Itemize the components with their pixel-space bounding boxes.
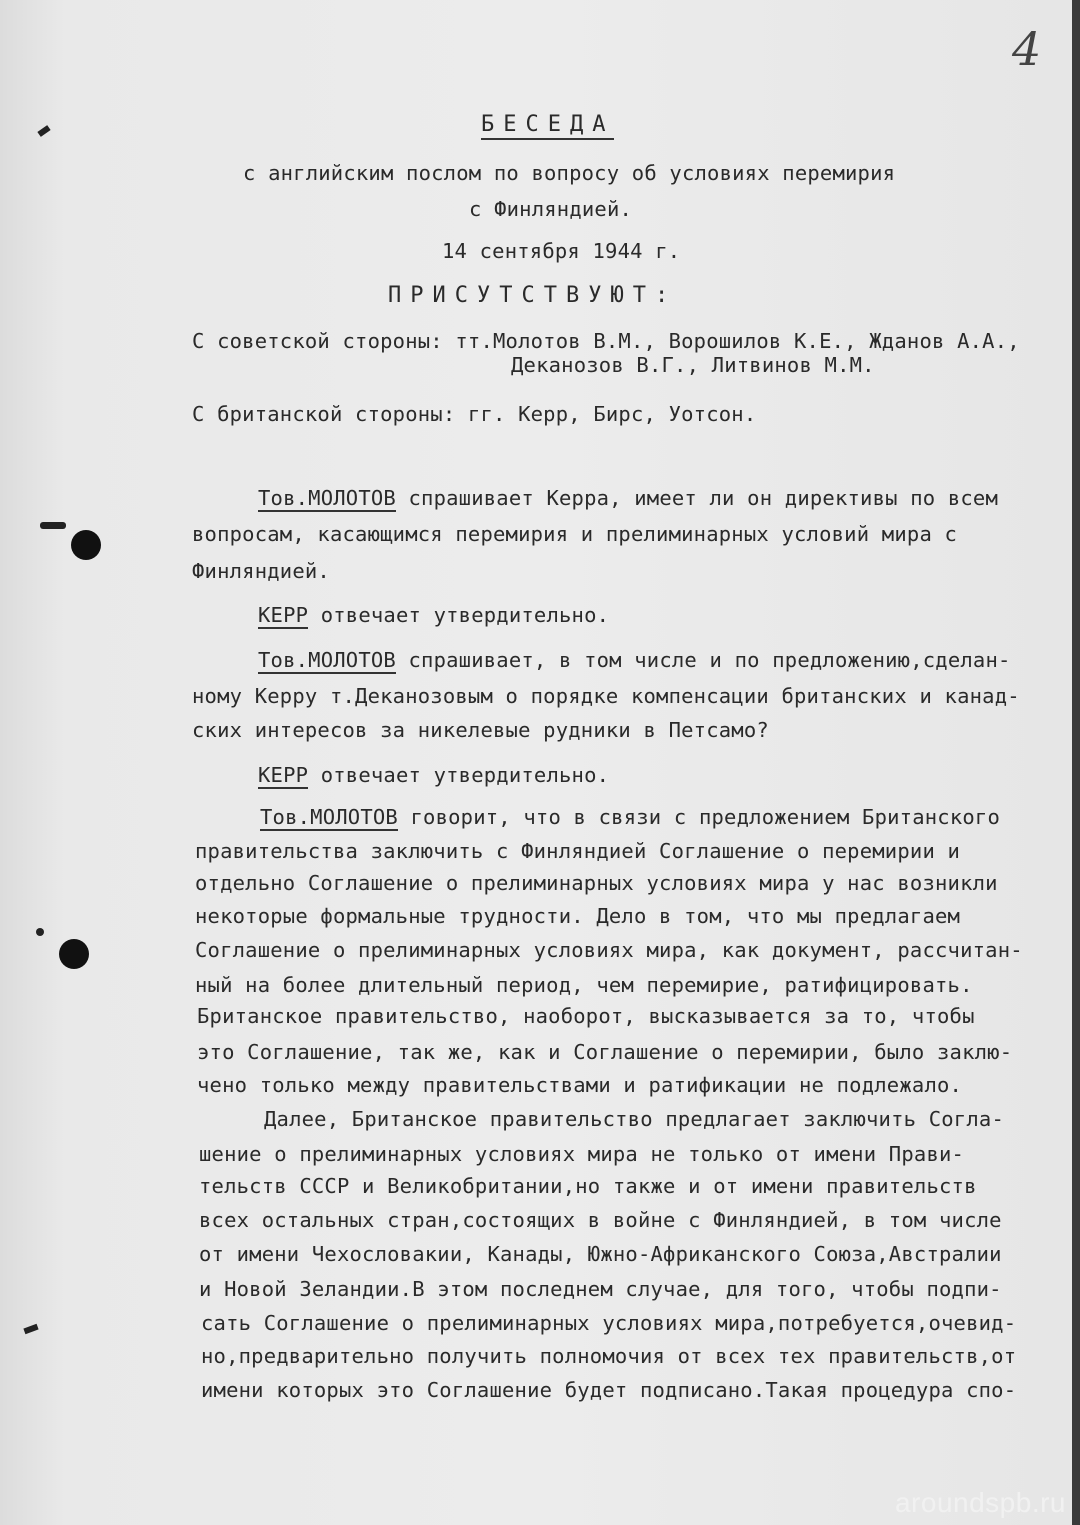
paragraph-text: спрашивает, в том числе и по предложению,сделан- — [395, 648, 1011, 672]
page-number: 4 — [1012, 22, 1042, 76]
document-title: БЕСЕДА — [481, 112, 614, 140]
present-heading: ПРИСУТСТВУЮТ: — [388, 283, 678, 308]
ink-mark — [36, 928, 44, 936]
paragraph-1-line-3: Финляндией. — [192, 559, 330, 583]
paragraph-3-line-1 — [258, 647, 1011, 673]
paragraph-2-line-1 — [258, 602, 609, 628]
paragraph-6-line-4: всех остальных стран,состоящих в войне с Финляндией, в том числе — [199, 1208, 1002, 1232]
paragraph-5-line-9: чено только между правительствами и ратификации не подлежало. — [197, 1073, 963, 1097]
paragraph-6-line-2: шение о прелиминарных условиях мира не только от имени Прави- — [199, 1142, 965, 1166]
paragraph-5-line-4: некоторые формальные трудности. Дело в том, что мы предлагаем — [195, 904, 961, 928]
paragraph-text: отвечает утвердительно. — [308, 763, 610, 787]
paragraph-text: говорит, что в связи с предложением Британского — [397, 805, 1000, 829]
subtitle-line-1: с английским послом по вопросу об условиях перемирия — [243, 161, 896, 185]
speaker-molotov: Тов.МОЛОТОВ — [258, 648, 396, 672]
paragraph-6-line-9: имени которых это Соглашение будет подписано.Такая процедура спо- — [201, 1378, 1017, 1402]
paragraph-1-line-2: вопросам, касающимся перемирия и прелиминарных условий мира с — [192, 522, 958, 546]
paragraph-6-line-1: Далее, Британское правительство предлагает заключить Согла- — [264, 1107, 1004, 1131]
paragraph-5-line-1 — [260, 804, 1000, 830]
paragraph-5-line-3: отдельно Соглашение о прелиминарных условиях мира у нас возникли — [195, 871, 998, 895]
paragraph-6-line-5: от имени Чехословакии, Канады, Южно-Африканского Союза,Австралии — [199, 1242, 1002, 1266]
paragraph-3-line-2: ному Керру т.Деканозовым о порядке компенсации британских и канад- — [192, 684, 1020, 708]
paragraph-3-line-3: ских интересов за никелевые рудники в Петсамо? — [192, 718, 769, 742]
paragraph-5-line-5: Соглашение о прелиминарных условиях мира, как документ, рассчитан- — [195, 938, 1023, 962]
document-date: 14 сентября 1944 г. — [442, 239, 681, 263]
paragraph-5-line-7: Британское правительство, наоборот, высказывается за то, чтобы — [197, 1004, 975, 1028]
paragraph-6-line-6: и Новой Зеландии.В этом последнем случае, для того, чтобы подпи- — [199, 1277, 1002, 1301]
soviet-side-line-1: С советской стороны: тт.Молотов В.М., Ворошилов К.Е., Жданов А.А., — [192, 329, 1020, 353]
speaker-molotov: Тов.МОЛОТОВ — [258, 486, 396, 510]
british-side-line: С британской стороны: гг. Керр, Бирс, Уотсон. — [192, 402, 757, 426]
speaker-kerr: КЕРР — [258, 603, 309, 627]
watermark: aroundspb.ru — [894, 1487, 1066, 1518]
paragraph-6-line-3: тельств СССР и Великобритании,но также и от имени правительств — [199, 1174, 977, 1198]
paragraph-text: спрашивает Керра, имеет ли он директивы по всем — [395, 486, 998, 510]
paragraph-text: отвечает утвердительно. — [308, 603, 610, 627]
soviet-side-line-2: Деканозов В.Г., Литвинов М.М. — [511, 353, 875, 377]
paragraph-5-line-6: ный на более длительный период, чем перемирие, ратифицировать. — [195, 973, 973, 997]
page-edge — [1072, 0, 1080, 1525]
paragraph-5-line-2: правительства заключить с Финляндией Соглашение о перемирии и — [195, 839, 961, 863]
punch-hole-bottom — [59, 939, 89, 969]
paragraph-4-line-1 — [258, 762, 609, 788]
paragraph-1-line-1 — [258, 485, 998, 511]
speaker-kerr: КЕРР — [258, 763, 309, 787]
paragraph-5-line-8: это Соглашение, так же, как и Соглашение о перемирии, было заклю- — [197, 1040, 1013, 1064]
punch-hole-top — [71, 530, 101, 560]
speaker-molotov: Тов.МОЛОТОВ — [260, 805, 398, 829]
paragraph-6-line-7: сать Соглашение о прелиминарных условиях мира,потребуется,очевид- — [201, 1311, 1017, 1335]
paragraph-6-line-8: но,предварительно получить полномочия от всех тех правительств,от — [201, 1344, 1017, 1368]
subtitle-line-2: с Финляндией. — [469, 197, 633, 221]
ink-mark — [40, 522, 66, 529]
